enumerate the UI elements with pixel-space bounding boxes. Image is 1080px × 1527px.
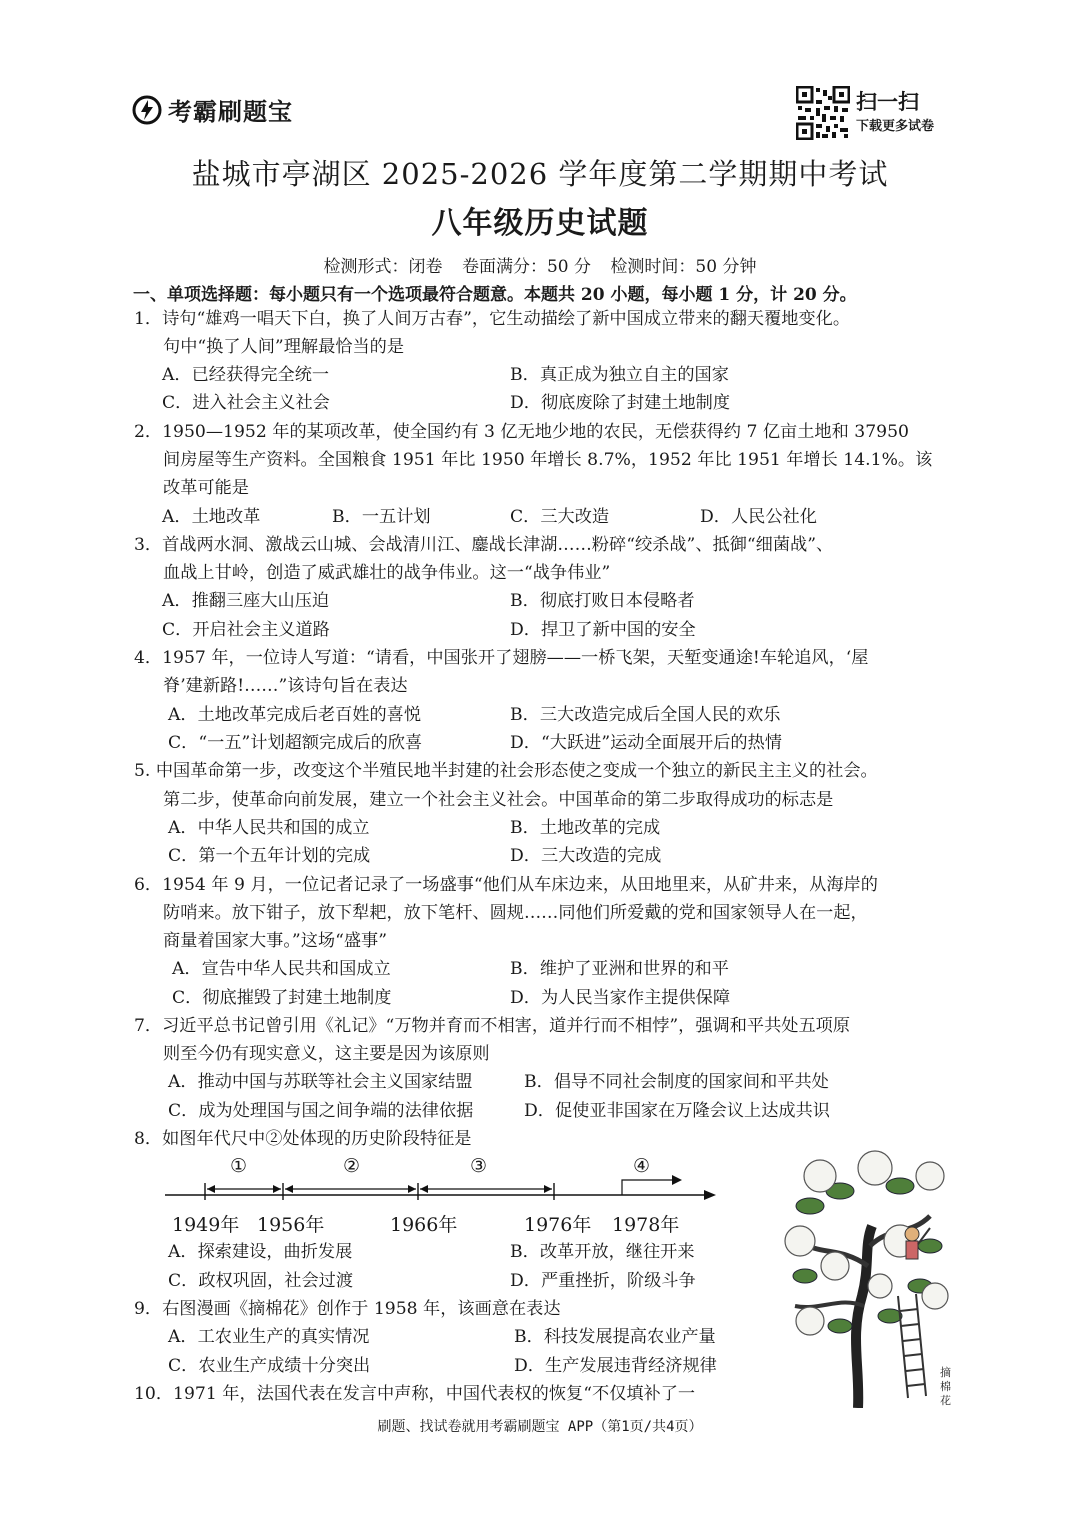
question-3-line-1: 3．首战两水洞、激战云山城、会战清川江、鏖战长津湖……粉碎“绞杀战”、抵御“细菌战”、 — [134, 535, 834, 555]
exam-format: 检测形式：闭卷 — [323, 257, 443, 277]
q7-option-c: C．成为处理国与国之间争端的法律依据 — [168, 1101, 474, 1121]
q3-option-a: A．推翻三座大山压迫 — [162, 591, 330, 611]
q4-option-a: A．土地改革完成后老百姓的喜悦 — [168, 705, 422, 725]
question-6-line-2: 防哨来。放下钳子，放下犁耙，放下笔杆、圆规……同他们所爱戴的党和国家领导人在一起， — [163, 903, 868, 923]
exam-meta — [0, 252, 1080, 277]
q9-option-c: C．农业生产成绩十分突出 — [168, 1356, 371, 1376]
question-4-line-1: 4．1957 年，一位诗人写道：“请看，中国张开了翅膀——一桥飞架，天堑变通途!车轮追风，‘屋 — [134, 648, 869, 668]
question-3-line-2: 血战上甘岭，创造了威武雄壮的战争伟业。这一“战争伟业” — [163, 563, 611, 583]
question-10-line-1: 10．1971 年，法国代表在发言中声称，中国代表权的恢复“不仅填补了一 — [134, 1384, 696, 1404]
q6-option-d: D．为人民当家作主提供保障 — [510, 988, 731, 1008]
q5-option-a: A．中华人民共和国的成立 — [168, 818, 370, 838]
exam-subtitle: 八年级历史试题 — [431, 206, 649, 241]
q5-option-c: C．第一个五年计划的完成 — [168, 846, 371, 866]
scan-title: 扫一扫 — [856, 90, 919, 114]
q9-option-d: D．生产发展违背经济规律 — [514, 1356, 717, 1376]
question-6-line-1: 6．1954 年 9 月，一位记者记录了一场盛事“他们从车床边来，从田地里来，从矿井来，从海岸的 — [134, 875, 878, 895]
q4-option-b: B．三大改造完成后全国人民的欢乐 — [510, 705, 781, 725]
question-1-line-1: 1．诗句“雄鸡一唱天下白，换了人间万古春”，它生动描绘了新中国成立带来的翻天覆地变化。 — [134, 309, 851, 329]
q8-option-c: C．政权巩固，社会过渡 — [168, 1271, 354, 1291]
timeline-year-1956: 1956年 — [257, 1214, 325, 1236]
q2-option-c: C．三大改造 — [510, 507, 610, 527]
q1-option-c: C．进入社会主义社会 — [162, 393, 330, 413]
exam-full-score: 卷面满分：50 分 — [461, 257, 591, 277]
q3-option-b: B．彻底打败日本侵略者 — [510, 591, 695, 611]
question-6-line-3: 商量着国家大事。”这场“盛事” — [163, 931, 388, 951]
brand-name: 考霸刷题宝 — [168, 98, 293, 126]
timeline-year-1978: 1978年 — [612, 1214, 680, 1236]
q7-option-a: A．推动中国与苏联等社会主义国家结盟 — [168, 1072, 473, 1092]
q3-option-d: D．捍卫了新中国的安全 — [510, 620, 696, 640]
q2-option-b: B．一五计划 — [332, 507, 431, 527]
q2-option-d: D．人民公社化 — [700, 507, 817, 527]
q9-option-b: B．科技发展提高农业产量 — [514, 1327, 716, 1347]
timeline-mark-4: ④ — [633, 1155, 651, 1177]
q8-option-d: D．严重挫折，阶级斗争 — [510, 1271, 696, 1291]
question-9-stem: 9．右图漫画《摘棉花》创作于 1958 年，该画意在表达 — [134, 1299, 561, 1319]
q9-option-a: A．工农业生产的真实情况 — [168, 1327, 370, 1347]
q8-option-a: A．探索建设，曲折发展 — [168, 1242, 353, 1262]
cotton-picking-cartoon-image — [780, 1146, 956, 1408]
q7-option-d: D．促使亚非国家在万隆会议上达成共识 — [524, 1101, 830, 1121]
svg-text:花: 花 — [940, 1394, 951, 1407]
timeline-mark-2: ② — [343, 1155, 361, 1177]
qr-code-icon — [796, 86, 850, 140]
scan-prompt — [856, 90, 934, 136]
timeline-mark-1: ① — [230, 1155, 248, 1177]
question-2-line-1: 2．1950—1952 年的某项改革，使全国约有 3 亿无地少地的农民，无偿获得约 7 亿亩土地和 37950 — [134, 422, 909, 442]
q1-option-a: A．已经获得完全统一 — [162, 365, 330, 385]
exam-duration: 检测时间：50 分钟 — [610, 257, 757, 277]
q7-option-b: B．倡导不同社会制度的国家间和平共处 — [524, 1072, 829, 1092]
question-4-line-2: 脊’建新路!……”该诗句旨在表达 — [163, 676, 408, 696]
q3-option-c: C．开启社会主义道路 — [162, 620, 330, 640]
timeline-year-1976: 1976年 — [524, 1214, 592, 1236]
question-7-line-2: 则至今仍有现实意义，这主要是因为该原则 — [163, 1044, 490, 1064]
question-2-line-2: 间房屋等生产资料。全国粮食 1951 年比 1950 年增长 8.7%，1952 年比 1951 年增长 14.1%。该 — [163, 450, 933, 470]
question-5-line-2: 第二步，使革命向前发展，建立一个社会主义社会。中国革命的第二步取得成功的标志是 — [163, 790, 834, 810]
exam-title: 盐城市亭湖区 2025-2026 学年度第二学期期中考试 — [191, 157, 889, 191]
timeline-year-1949: 1949年 — [172, 1214, 240, 1236]
question-5-line-1: 5. 中国革命第一步，改变这个半殖民地半封建的社会形态使之变成一个独立的新民主主义的社会。 — [134, 761, 878, 781]
q6-option-b: B．维护了亚洲和世界的和平 — [510, 959, 729, 979]
svg-text:摘: 摘 — [940, 1366, 951, 1379]
question-1-line-2: 句中“换了人间”理解最恰当的是 — [163, 337, 405, 357]
timeline-ruler — [160, 1150, 730, 1240]
question-7-line-1: 7．习近平总书记曾引用《礼记》“万物并育而不相害，道并行而不相悖”，强调和平共处五项原 — [134, 1016, 851, 1036]
q2-option-a: A．土地改革 — [162, 507, 261, 527]
question-8-stem: 8．如图年代尺中②处体现的历史阶段特征是 — [134, 1129, 472, 1149]
brand-logo — [132, 92, 293, 127]
q6-option-c: C．彻底摧毁了封建土地制度 — [172, 988, 392, 1008]
q4-option-c: C．“一五”计划超额完成后的欣喜 — [168, 733, 423, 753]
q5-option-d: D．三大改造的完成 — [510, 846, 662, 866]
svg-text:棉: 棉 — [940, 1380, 951, 1393]
q8-option-b: B．改革开放，继往开来 — [510, 1242, 695, 1262]
q1-option-d: D．彻底废除了封建土地制度 — [510, 393, 731, 413]
timeline-year-1966: 1966年 — [390, 1214, 458, 1236]
question-2-line-3: 改革可能是 — [163, 478, 249, 498]
lightning-icon — [132, 95, 162, 125]
scan-subtitle: 下载更多试卷 — [856, 119, 935, 134]
page-footer: 刷题、找试卷就用考霸刷题宝 APP（第1页/共4页） — [377, 1419, 703, 1435]
q1-option-b: B．真正成为独立自主的国家 — [510, 365, 729, 385]
timeline-mark-3: ③ — [470, 1155, 488, 1177]
section-heading: 一、单项选择题：每小题只有一个选项最符合题意。本题共 20 小题，每小题 1 分，计 20 分。 — [133, 285, 857, 305]
q6-option-a: A．宣告中华人民共和国成立 — [172, 959, 391, 979]
q5-option-b: B．土地改革的完成 — [510, 818, 661, 838]
q4-option-d: D．“大跃进”运动全面展开后的热情 — [510, 733, 782, 753]
